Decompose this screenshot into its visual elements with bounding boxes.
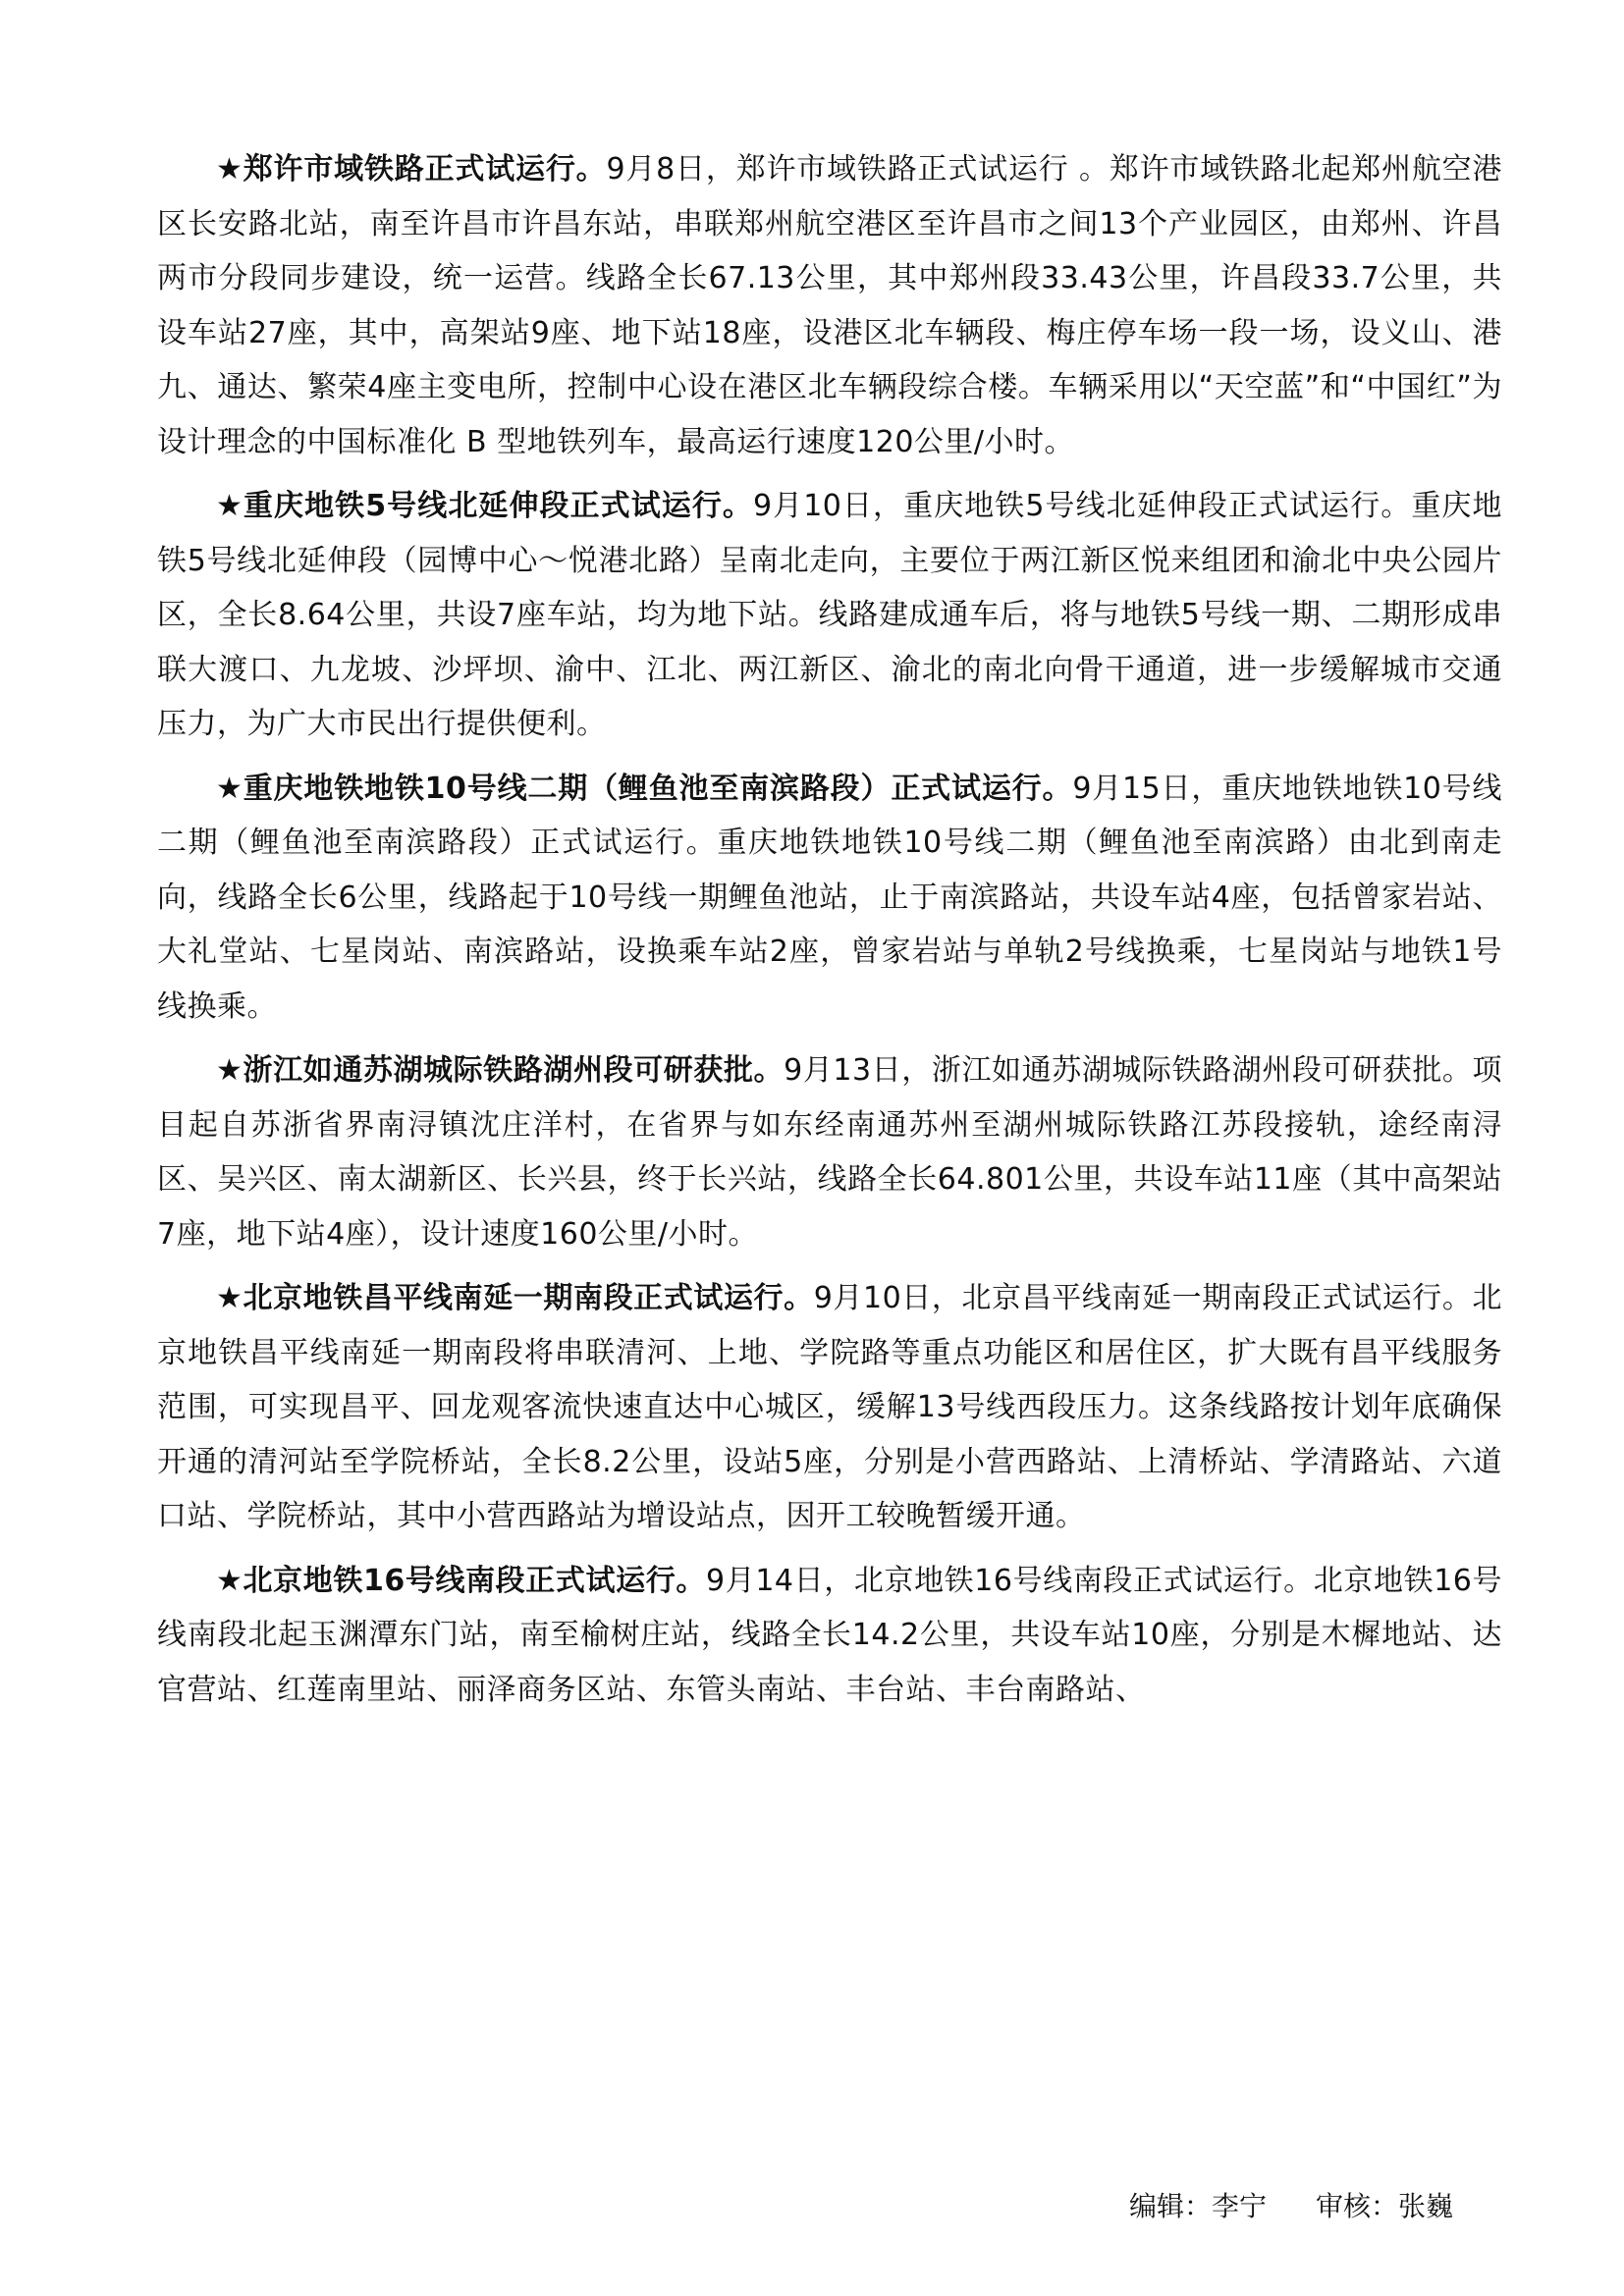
news-headline: ★重庆地铁5号线北延伸段正式试运行。 — [216, 489, 753, 523]
news-item-zhengxu-railway — [157, 142, 1502, 469]
news-body: 9月15日，重庆地铁地铁10号线二期（鲤鱼池至南滨路段）正式试运行。重庆地铁地铁10号线二期（鲤鱼池至南滨路）由北到南走向，线路全长6公里，线路起于10号线一期鲤鱼池站，止于南滨路站，共设车站4座，包括曾家岩站、大礼堂站、七星岗站、南滨路站，设换乘车站2座，曾家岩站与单轨2号线换乘，七星岗站与地铁1号线换乘。 — [157, 771, 1502, 1024]
news-item-beijing-line16 — [157, 1554, 1502, 1718]
reviewer-credit: 审核：张巍 — [1316, 2190, 1454, 2222]
news-body: 9月10日，重庆地铁5号线北延伸段正式试运行。重庆地铁5号线北延伸段（园博中心～悦港北路）呈南北走向，主要位于两江新区悦来组团和渝北中央公园片区，全长8.64公里，共设7座车站，均为地下站。线路建成通车后，将与地铁5号线一期、二期形成串联大渡口、九龙坡、沙坪坝、渝中、江北、两江新区、渝北的南北向骨干通道，进一步缓解城市交通压力，为广大市民出行提供便利。 — [157, 489, 1502, 741]
news-headline: ★重庆地铁地铁10号线二期（鲤鱼池至南滨路段）正式试运行。 — [216, 771, 1073, 806]
news-headline: ★北京地铁16号线南段正式试运行。 — [216, 1563, 706, 1598]
news-item-zhejiang-intercity — [157, 1043, 1502, 1261]
page-footer — [1129, 2187, 1453, 2226]
news-body: 9月10日，北京昌平线南延一期南段正式试运行。北京地铁昌平线南延一期南段将串联清河、上地、学院路等重点功能区和居住区，扩大既有昌平线服务范围，可实现昌平、回龙观客流快速直达中心城区，缓解13号线西段压力。这条线路按计划年底确保开通的清河站至学院桥站，全长8.2公里，设站5座，分别是小营西路站、上清桥站、学清路站、六道口站、学院桥站，其中小营西路站为增设站点，因开工较晚暂缓开通。 — [157, 1281, 1502, 1533]
news-headline: ★浙江如通苏湖城际铁路湖州段可研获批。 — [216, 1053, 785, 1088]
news-body: 9月14日，北京地铁16号线南段正式试运行。北京地铁16号线南段北起玉渊潭东门站，南至榆树庄站，线路全长14.2公里，共设车站10座，分别是木樨地站、达官营站、红莲南里站、丽泽商务区站、东管头南站、丰台站、丰台南路站、 — [157, 1563, 1502, 1707]
news-headline: ★郑许市域铁路正式试运行。 — [216, 152, 607, 187]
news-body: 9月13日，浙江如通苏湖城际铁路湖州段可研获批。项目起自苏浙省界南浔镇沈庄洋村，在省界与如东经南通苏州至湖州城际铁路江苏段接轨，途经南浔区、吴兴区、南太湖新区、长兴县，终于长兴站，线路全长64.801公里，共设车站11座（其中高架站7座，地下站4座），设计速度160公里/小时。 — [157, 1053, 1502, 1252]
news-item-chongqing-line5 — [157, 479, 1502, 752]
editor-credit: 编辑：李宁 — [1129, 2190, 1268, 2222]
news-item-beijing-changping — [157, 1271, 1502, 1544]
news-headline: ★北京地铁昌平线南延一期南段正式试运行。 — [216, 1281, 814, 1315]
news-list — [157, 142, 1502, 1727]
news-item-chongqing-line10 — [157, 762, 1502, 1035]
news-body: 9月8日，郑许市域铁路正式试运行 。郑许市域铁路北起郑州航空港区长安路北站，南至许昌市许昌东站，串联郑州航空港区至许昌市之间13个产业园区，由郑州、许昌两市分段同步建设，统一运营。线路全长67.13公里，其中郑州段33.43公里，许昌段33.7公里，共设车站27座，其中，高架站9座、地下站18座，设港区北车辆段、梅庄停车场一段一场，设义山、港九、通达、繁荣4座主变电所，控制中心设在港区北车辆段综合楼。车辆采用以“天空蓝”和“中国红”为设计理念的中国标准化 B 型地铁列车，最高运行速度120公里/小时。 — [157, 152, 1502, 459]
